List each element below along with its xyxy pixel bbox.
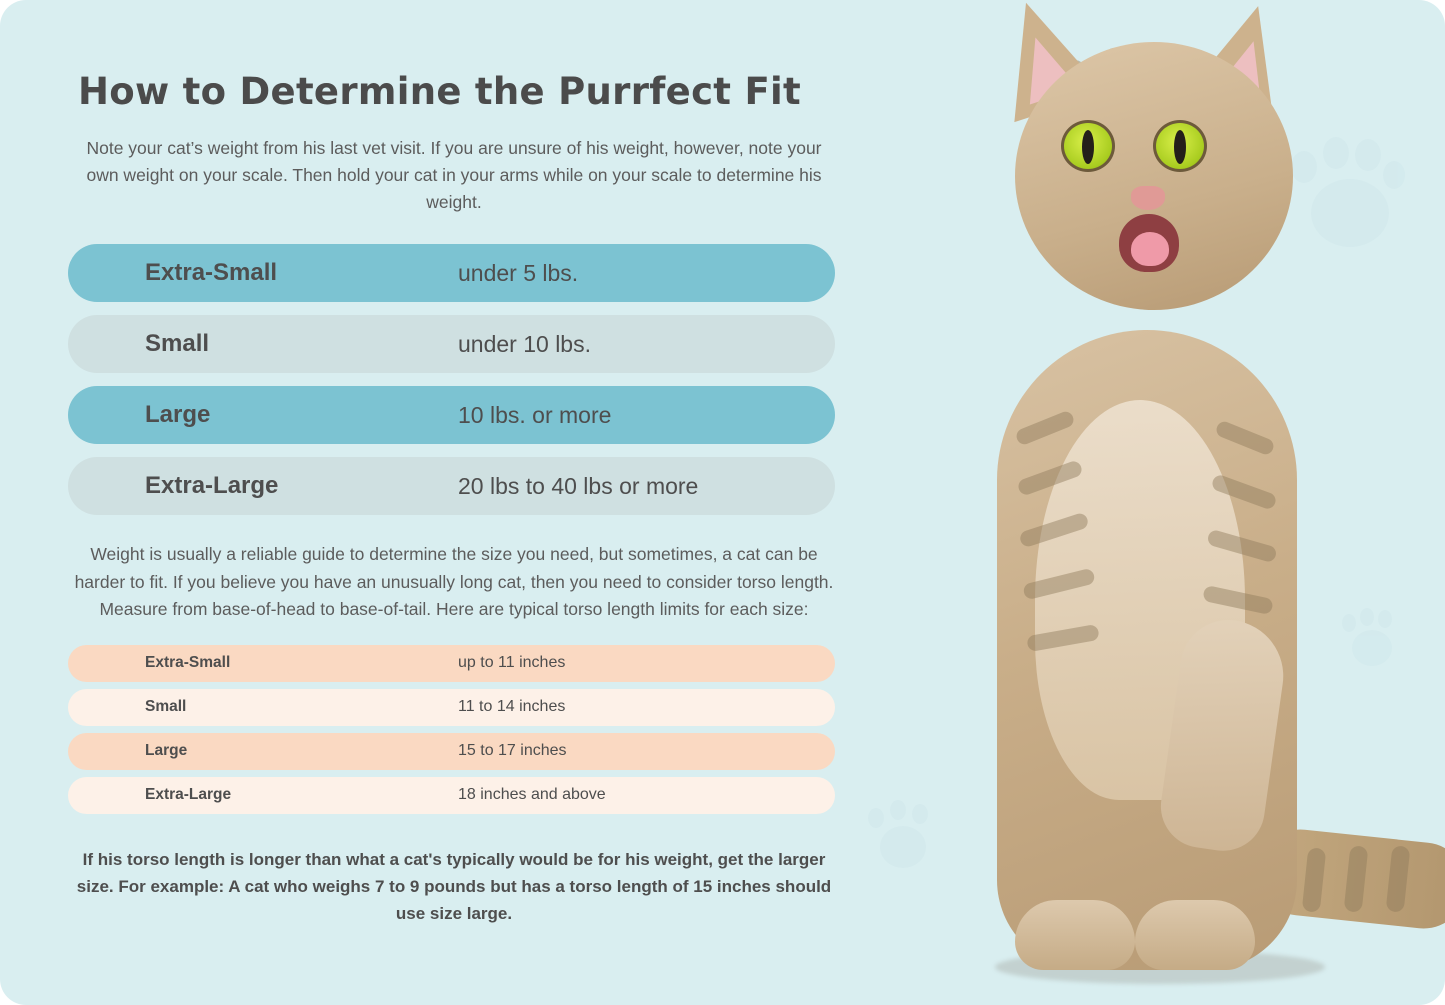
table-row <box>68 386 835 444</box>
table-row <box>68 733 835 770</box>
table-row <box>68 645 835 682</box>
weight-size-value: 10 lbs. or more <box>458 401 612 428</box>
table-row <box>68 777 835 814</box>
middle-paragraph: Weight is usually a reliable guide to determine the size you need, but sometimes, a cat can be harder to fit. If you believe you have an unusually long cat, then you need to consider torso length. Measure from base-of-head to base-of-tail. Here are typical torso length limits for each size: <box>74 544 834 619</box>
weight-size-label: Large <box>145 401 211 429</box>
table-row <box>68 457 835 515</box>
cat-photo <box>885 0 1445 1005</box>
torso-size-label: Large <box>145 742 188 760</box>
torso-size-label: Extra-Large <box>145 786 232 804</box>
weight-size-value: 20 lbs to 40 lbs or more <box>458 472 699 499</box>
weight-size-value: under 5 lbs. <box>458 259 579 286</box>
weight-size-table <box>68 244 835 515</box>
table-row <box>68 244 835 302</box>
page-title: How to Determine the Purrfect Fit <box>78 70 802 113</box>
table-row <box>68 315 835 373</box>
torso-size-label: Extra-Small <box>145 654 231 672</box>
cat-illustration <box>885 0 1445 1005</box>
torso-size-label: Small <box>145 698 187 716</box>
weight-size-value: under 10 lbs. <box>458 330 591 357</box>
torso-size-value: 18 inches and above <box>458 786 606 804</box>
table-row <box>68 689 835 726</box>
weight-size-label: Small <box>145 330 210 358</box>
weight-size-label: Extra-Large <box>145 472 279 500</box>
torso-size-value: 15 to 17 inches <box>458 742 567 760</box>
torso-size-value: up to 11 inches <box>458 654 566 672</box>
weight-size-label: Extra-Small <box>145 259 278 287</box>
torso-size-value: 11 to 14 inches <box>458 698 566 716</box>
torso-length-table <box>68 645 835 814</box>
footer-note: If his torso length is longer than what a cat's typically would be for his weight, get the larger size. For example: A cat who weighs 7 to 9 pounds but has a torso length of 15 inches should use size large. <box>76 849 832 924</box>
intro-paragraph: Note your cat’s weight from his last vet visit. If you are unsure of his weight, however, note your own weight on your scale. Then hold your cat in your arms while on your scale to determine his weight. <box>86 138 822 213</box>
